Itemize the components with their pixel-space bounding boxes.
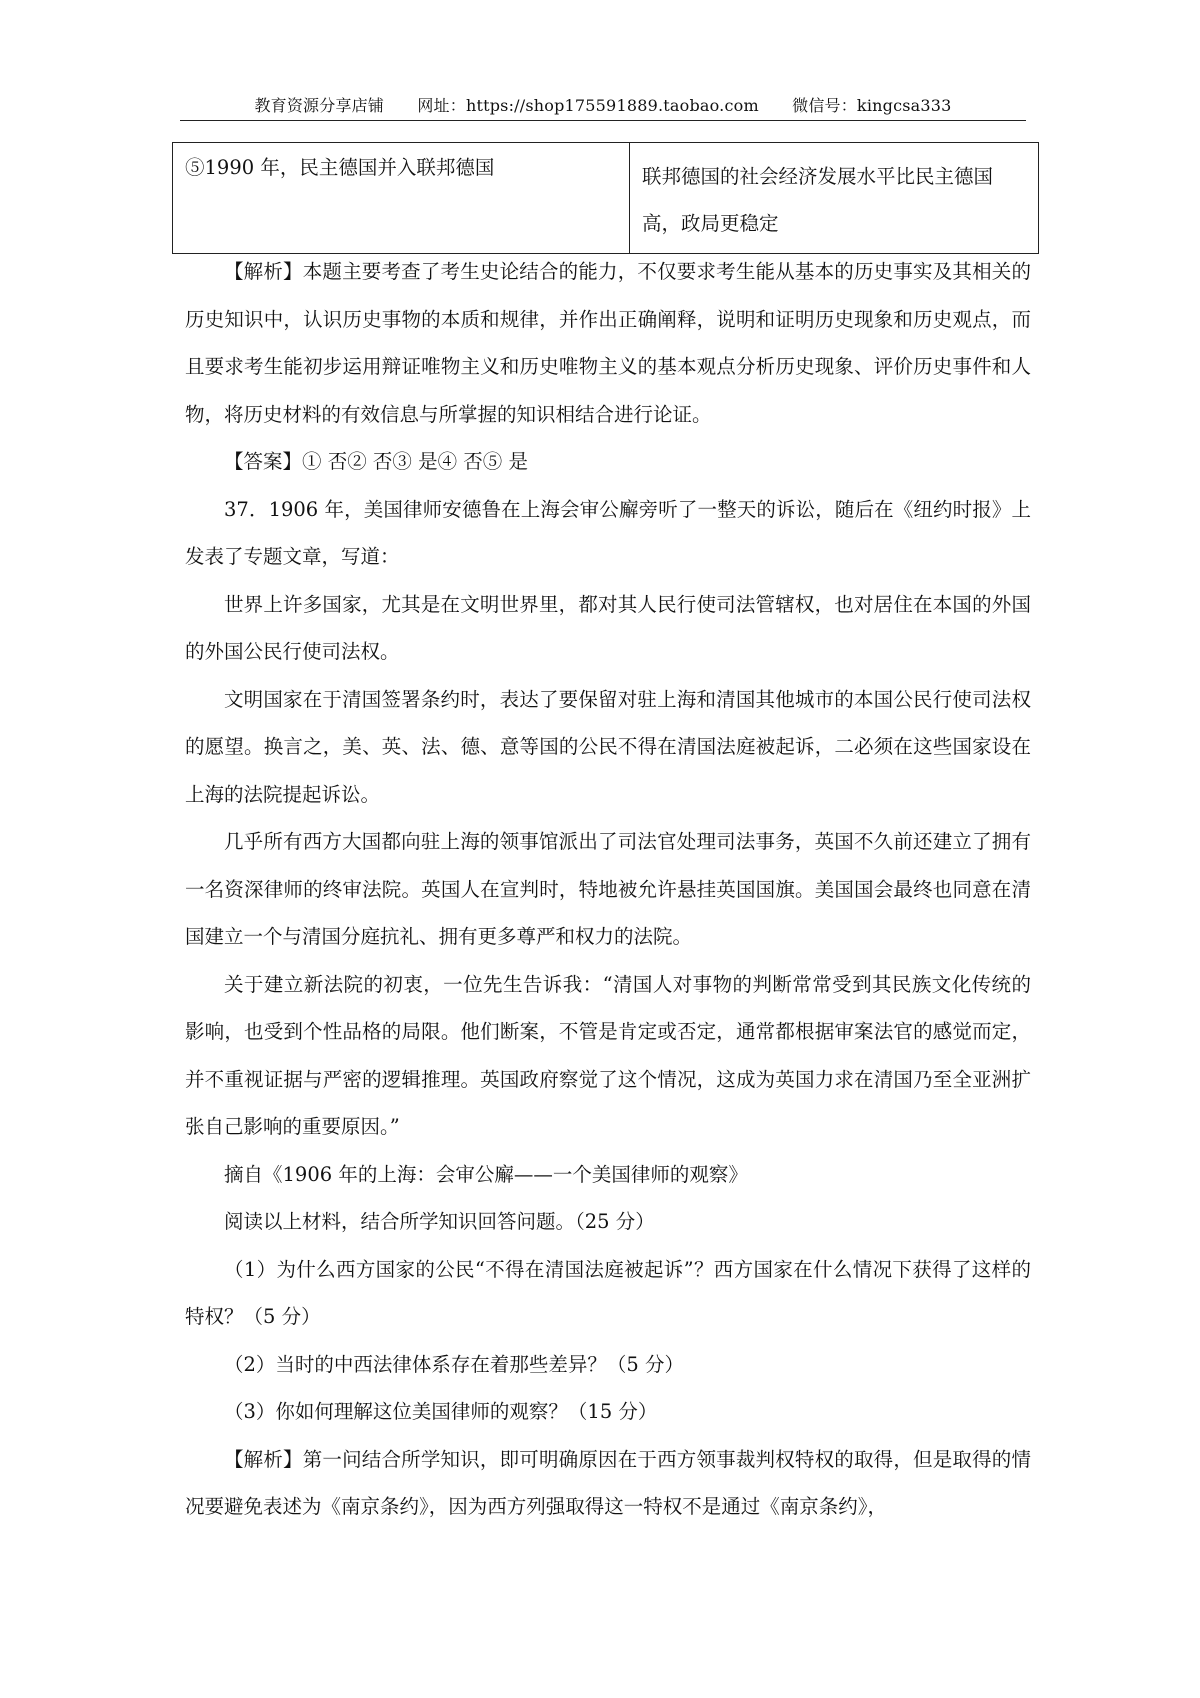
question-37-intro: 37．1906 年，美国律师安德鲁在上海会审公廨旁听了一整天的诉讼，随后在《纽约时报》上发表了专题文章，写道： [185, 497, 1031, 568]
header-wechat: 微信号：kingcsa333 [792, 96, 952, 115]
header-divider [180, 120, 1026, 121]
answer-paragraph: 【答案】① 否② 否③ 是④ 否⑤ 是 [224, 450, 528, 473]
document-body [185, 248, 1031, 1531]
question-instruction: 阅读以上材料，结合所学知识回答问题。（25 分） [224, 1210, 655, 1233]
sub-question-2: （2）当时的中西法律体系存在着那些差异？（5 分） [224, 1352, 685, 1376]
material-paragraph-3: 几乎所有西方大国都向驻上海的领事馆派出了司法官处理司法事务，英国不久前还建立了拥有一名资深律师的终审法院。英国人在宣判时，特地被允许悬挂英国国旗。美国国会最终也同意在清国建立一个与清国分庭抗礼、拥有更多尊严和权力的法院。 [185, 830, 1031, 948]
material-paragraph-2: 文明国家在于清国签署条约时，表达了要保留对驻上海和清国其他城市的本国公民行使司法权的愿望。换言之，美、英、法、德、意等国的公民不得在清国法庭被起诉，二必须在这些国家设在上海的法院提起诉讼。 [185, 687, 1031, 806]
table-cell-event: ⑤1990 年，民主德国并入联邦德国 [173, 143, 630, 254]
analysis-paragraph: 【解析】本题主要考查了考生史论结合的能力，不仅要求考生能从基本的历史事实及其相关的历史知识中，认识历史事物的本质和规律，并作出正确阐释，说明和证明历史现象和历史观点，而且要求考生能初步运用辩证唯物主义和历史唯物主义的基本观点分析历史现象、评价历史事件和人物，将历史材料的有效信息与所掌握的知识相结合进行论证。 [185, 260, 1031, 426]
page-header [180, 93, 1026, 116]
sub-question-1: （1）为什么西方国家的公民“不得在清国法庭被起诉”？西方国家在什么情况下获得了这样的特权？（5 分） [185, 1257, 1031, 1328]
table-cell-reason: 联邦德国的社会经济发展水平比民主德国高，政局更稳定 [630, 143, 1039, 254]
material-source: 摘自《1906 年的上海：会审公廨——一个美国律师的观察》 [224, 1162, 748, 1186]
sub-question-3: （3）你如何理解这位美国律师的观察？（15 分） [224, 1400, 658, 1423]
comparison-table [172, 142, 1039, 254]
header-shop-name: 教育资源分享店铺 [254, 96, 385, 115]
header-url: 网址：https://shop175591889.taobao.com [417, 96, 759, 115]
analysis-paragraph-2: 【解析】第一问结合所学知识，即可明确原因在于西方领事裁判权特权的取得，但是取得的情况要避免表述为《南京条约》，因为西方列强取得这一特权不是通过《南京条约》， [185, 1447, 1031, 1518]
material-paragraph-4: 关于建立新法院的初衷，一位先生告诉我：“清国人对事物的判断常常受到其民族文化传统的影响，也受到个性品格的局限。他们断案，不管是肯定或否定，通常都根据审案法官的感觉而定，并不重视证据与严密的逻辑推理。英国政府察觉了这个情况，这成为英国力求在清国乃至全亚洲扩张自己影响的重要原因。” [185, 972, 1031, 1138]
material-paragraph-1: 世界上许多国家，尤其是在文明世界里，都对其人民行使司法管辖权，也对居住在本国的外国的外国公民行使司法权。 [185, 592, 1031, 663]
table-row [173, 143, 1039, 254]
